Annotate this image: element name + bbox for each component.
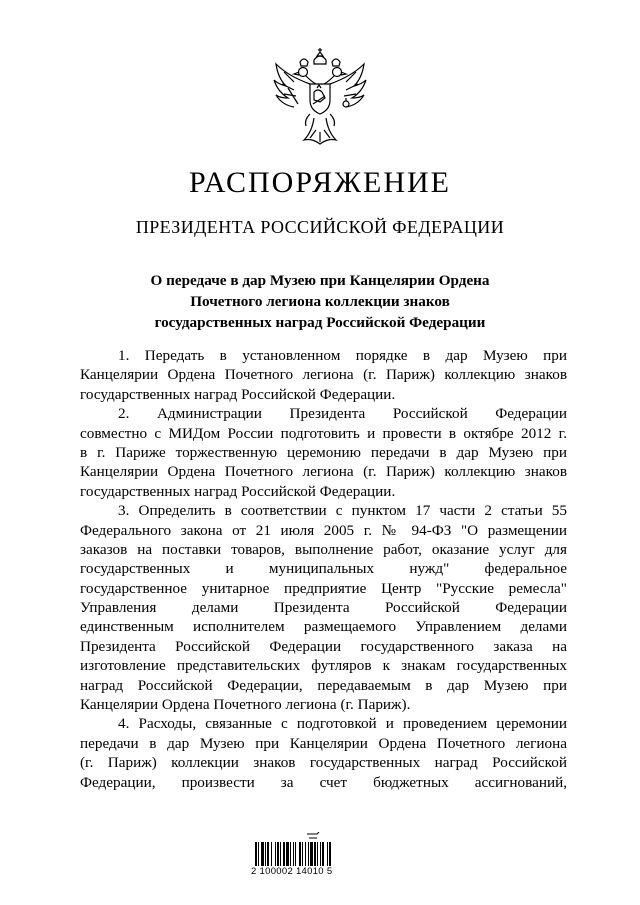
paragraph-4-line: 4. Расходы, связанные с подготовкой и проведением церемонии xyxy=(118,715,567,733)
heading-line: О передаче в дар Музею при Канцелярии Ордена xyxy=(150,272,490,289)
paragraph-3-line: изготовление представительских футляров к знакам государственных xyxy=(80,657,567,675)
paragraph-3-line: заказов на поставки товаров, выполнение работ, оказание услуг для xyxy=(80,540,567,558)
paragraph-3-line: Федерального закона от 21 июля 2005 г. № 94-ФЗ "О размещении xyxy=(80,521,567,539)
paragraph-1-line: 1. Передать в установленном порядке в дар Музею при xyxy=(118,347,567,364)
document-subtitle: ПРЕЗИДЕНТА РОССИЙСКОЙ ФЕДЕРАЦИИ xyxy=(135,217,505,237)
paragraph-2-line: государственных наград Российской Федерации. xyxy=(80,482,396,500)
paragraph-4-line: (г. Париж) коллекции знаков государственных наград Российской xyxy=(80,754,567,772)
document-heading xyxy=(0,270,640,333)
paragraph-1-line: государственных наград Российской Федерации. xyxy=(80,385,396,403)
paragraph-3-line: единственным исполнителем размещаемого Управлением делами xyxy=(80,618,567,636)
heading-line: государственных наград Российской Федерации xyxy=(154,314,486,331)
paragraph-3-line: 3. Определить в соответствии с пунктом 17 части 2 статьи 55 xyxy=(118,502,567,520)
paragraph-3-line: государственное унитарное предприятие Центр "Русские ремесла" xyxy=(80,579,567,597)
paragraph-1-line: Канцелярии Ордена Почетного легиона (г. Париж) коллекцию знаков xyxy=(80,366,567,384)
paragraph-2-line: 2. Администрации Президента Российской Федерации xyxy=(118,405,567,423)
document-title: РАСПОРЯЖЕНИЕ xyxy=(188,166,452,199)
paragraph-3-line: Управления делами Президента Российской Федерации xyxy=(80,599,567,617)
paragraph-3-line: наград Российской Федерации, передаваемым в дар Музею при xyxy=(80,676,567,694)
paragraph-2-line: в г. Париже торжественную церемонию передачи в дар Музею при xyxy=(80,443,567,461)
paragraph-3-line: Президента Российской Федерации государственного заказа на xyxy=(80,637,567,655)
barcode-number: 2 100002 14010 5 xyxy=(251,866,333,877)
paragraph-2-line: совместно с МИДом России подготовить и провести в октябре 2012 г. xyxy=(80,424,567,442)
document-body xyxy=(80,346,567,792)
heading-line: Почетного легиона коллекции знаков xyxy=(190,293,450,310)
paragraph-3-line: Канцелярии Ордена Почетного легиона (г. Париж). xyxy=(80,696,411,714)
paragraph-2-line: Канцелярии Ордена Почетного легиона (г. Париж) коллекцию знаков xyxy=(80,463,567,481)
paragraph-4-line: передачи в дар Музею при Канцелярии Ордена Почетного легиона xyxy=(80,734,567,752)
paragraph-3-line: государственных и муниципальных нужд" федеральное xyxy=(80,560,567,578)
paragraph-4-line: Федерации, произвести за счет бюджетных ассигнований, xyxy=(80,773,567,791)
state-emblem-icon xyxy=(270,48,370,150)
